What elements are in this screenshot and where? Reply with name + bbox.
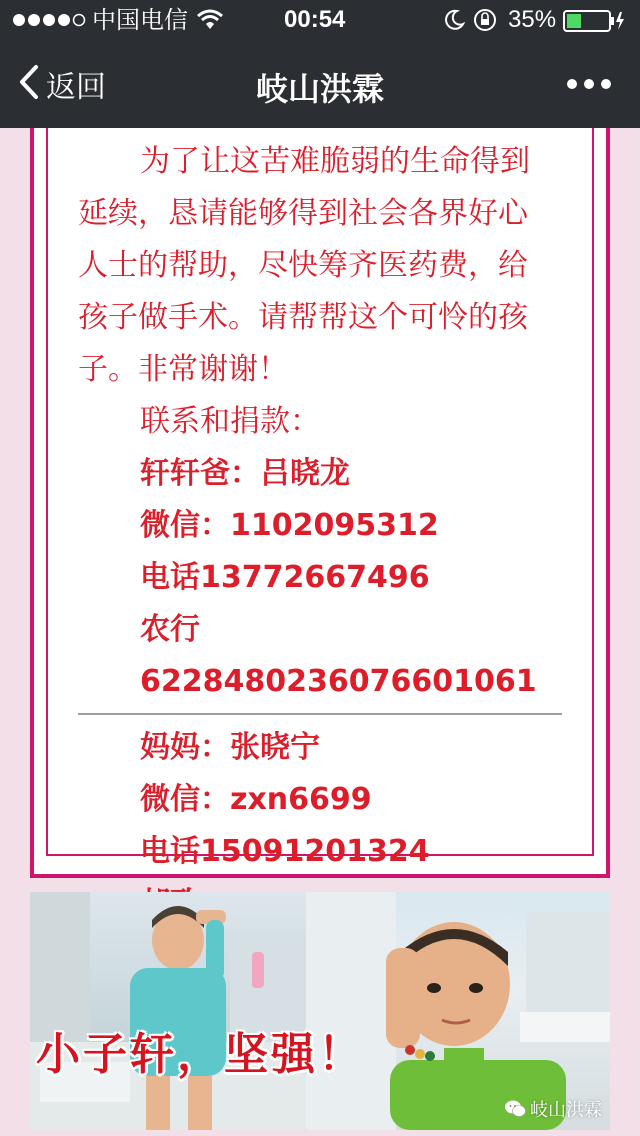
appeal-line-5: 子。非常谢谢！ (78, 352, 288, 387)
page-title: 岐山洪霖 (255, 70, 384, 108)
appeal-line-4: 孩子做手术。请帮帮这个可怜的孩 (78, 300, 528, 335)
wifi-icon (196, 8, 224, 37)
photo-collage[interactable] (30, 892, 610, 1130)
appeal-line-2: 延续，恳请能够得到社会各界好心 (78, 196, 528, 231)
article-body (78, 136, 562, 982)
nav-bar (0, 40, 640, 128)
moon-icon (442, 8, 466, 39)
back-label: 返回 (46, 70, 106, 105)
appeal-line-3: 人士的帮助，尽快筹齐医药费，给 (78, 248, 528, 283)
status-bar (0, 0, 640, 40)
father-bank: 农行6228480236076601061 (140, 612, 537, 699)
father-name: 轩轩爸：吕晓龙 (140, 456, 350, 491)
photo-caption: 小子轩，坚强！ (36, 1029, 365, 1080)
more-button[interactable] (564, 64, 614, 104)
father-wechat: 微信：1102095312 (140, 508, 439, 543)
divider (78, 713, 562, 715)
time-label: 00:54 (284, 6, 346, 33)
wechat-icon (504, 1099, 526, 1119)
mother-name: 妈妈：张晓宁 (140, 730, 320, 765)
photo-child-salute-left (30, 892, 306, 1130)
battery-percent: 35% (508, 6, 557, 33)
rotation-lock-icon (472, 7, 498, 40)
contact-heading: 联系和捐款： (140, 404, 320, 439)
mother-wechat: 微信：zxn6699 (140, 782, 372, 817)
watermark (504, 1096, 602, 1122)
more-icon (564, 64, 614, 104)
father-phone: 电话13772667496 (140, 560, 430, 595)
carrier-label: 中国电信 (92, 6, 188, 34)
mother-phone: 电话15091201324 (140, 834, 430, 869)
battery-icon (563, 9, 625, 40)
watermark-label: 岐山洪霖 (530, 1100, 602, 1121)
appeal-line-1: 为了让这苦难脆弱的生命得到 (140, 144, 530, 179)
article-content[interactable] (0, 128, 640, 1136)
photo-child-salute-right (306, 892, 610, 1130)
signal-icon (12, 6, 88, 41)
